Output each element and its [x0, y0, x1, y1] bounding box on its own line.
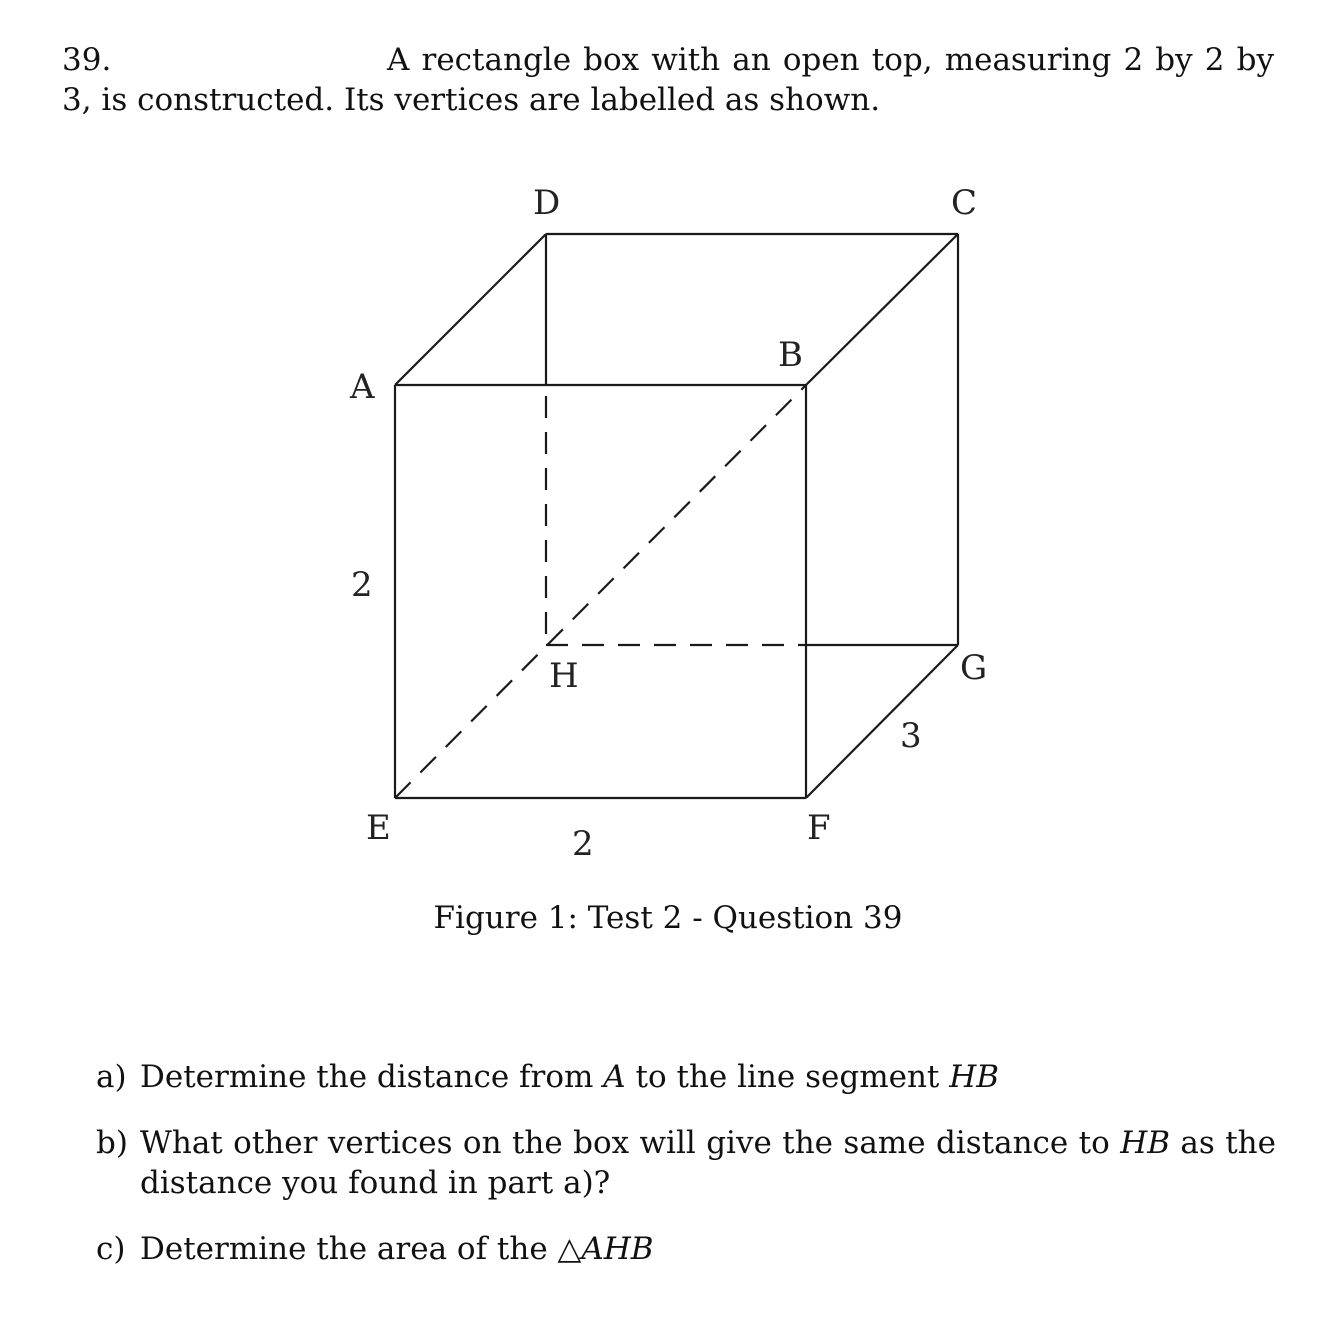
question-item-a [96, 1057, 1276, 1097]
vertex-label-C: C [951, 183, 978, 223]
question-marker: a) [96, 1059, 127, 1095]
edge-BC [806, 234, 958, 385]
question-item-c [96, 1229, 1276, 1269]
question-text: Determine the distance from A to the line segment HB [140, 1059, 1000, 1095]
question-text: What other vertices on the box will give the same distance to HB as the distance you found in part a)? [140, 1125, 1276, 1201]
question-text: Determine the area of the △AHB [140, 1231, 654, 1267]
math-HB: HB [1120, 1125, 1171, 1161]
math-HB: HB [949, 1059, 1000, 1095]
figure-caption: Figure 1: Test 2 - Question 39 [433, 900, 903, 936]
vertex-label-D: D [533, 183, 561, 223]
question-item-b [96, 1123, 1276, 1203]
edge-EB-diagonal [395, 385, 806, 798]
problem-number: 39. [62, 42, 112, 78]
math-A: A [603, 1059, 626, 1095]
dimension-label-width: 2 [572, 824, 594, 864]
vertex-label-E: E [366, 808, 391, 848]
question-marker: b) [96, 1125, 128, 1161]
edge-FG [806, 645, 958, 798]
question-list [96, 1057, 1276, 1295]
vertex-label-B: B [778, 335, 803, 375]
edge-AD [395, 234, 546, 385]
vertex-label-F: F [807, 808, 831, 848]
dimension-label-height: 2 [351, 565, 373, 605]
vertex-label-A: A [350, 367, 375, 407]
dimension-label-depth: 3 [900, 716, 922, 756]
question-marker: c) [96, 1231, 126, 1267]
vertex-label-G: G [960, 648, 988, 688]
vertex-label-H: H [549, 656, 579, 696]
math-triangle-AHB: △AHB [557, 1231, 654, 1267]
problem-text: A rectangle box with an open top, measuring 2 by 2 by 3, is constructed. Its vertices are labelled as shown. [62, 42, 1274, 118]
